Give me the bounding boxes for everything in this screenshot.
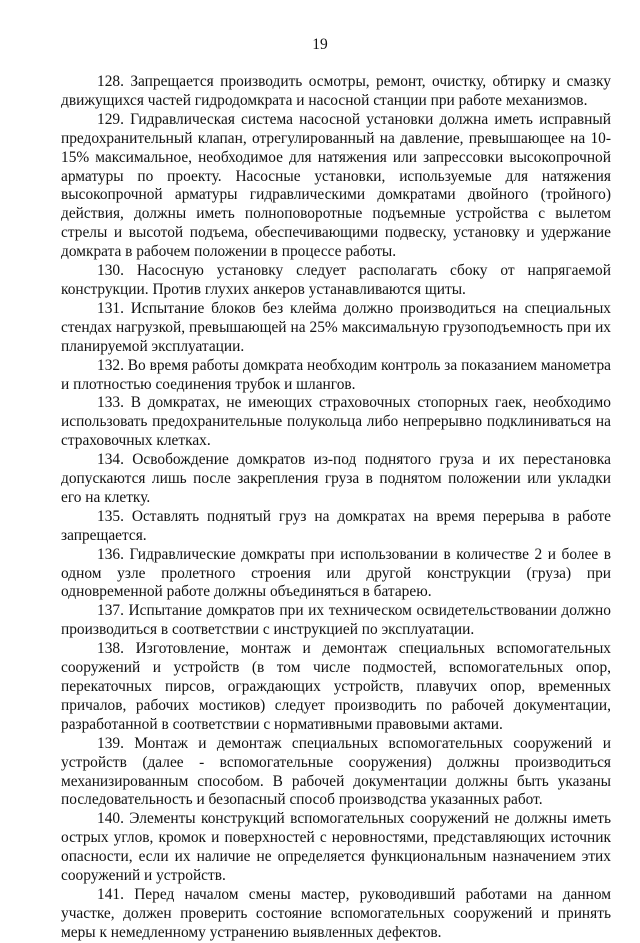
paragraph-132: 132. Во время работы домкрата необходим контроль за показанием манометра и плотностью соединения трубок и шлангов. (61, 356, 611, 393)
paragraph-129: 129. Гидравлическая система насосной установки должна иметь исправный предохранительный клапан, отрегулированный на давление, превышающее на 10-15% максимальное, необходимое для натяжения или запрессовки высокопрочной арматуры по проекту. Насосные установки, используемые для натяжения высокопрочной арматуры гидравлическими домкратами двойного (тройного) действия, должны иметь полноповоротные подъемные устройства с вылетом стрелы и высотой подъема, обеспечивающими подвеску, установку и удержание домкрата в рабочем положении в процессе работы. (61, 110, 611, 261)
paragraph-133: 133. В домкратах, не имеющих страховочных стопорных гаек, необходимо использовать предохранительные полукольца либо непрерывно подклиниваться на страховочных клетках. (61, 394, 611, 450)
page-number: 19 (312, 36, 328, 53)
paragraph-135: 135. Оставлять поднятый груз на домкратах на время перерыва в работе запрещается. (61, 507, 611, 544)
paragraph-131: 131. Испытание блоков без клейма должно производиться на специальных стендах нагрузкой, превышающей на 25% максимальную грузоподъемность при их планируемой эксплуатации. (61, 299, 611, 355)
paragraph-137: 137. Испытание домкратов при их техническом освидетельствовании должно производиться в соответствии с инструкцией по эксплуатации. (61, 602, 611, 639)
paragraph-134: 134. Освобождение домкратов из-под поднятого груза и их перестановка допускаются лишь после закрепления груза в поднятом положении или укладки его на клетку. (61, 451, 611, 506)
paragraph-140: 140. Элементы конструкций вспомогательных сооружений не должны иметь острых углов, кромок и поверхностей с неровностями, представляющих источник опасности, если их наличие не определяется функциональным назначением этих сооружений и устройств. (61, 810, 611, 885)
paragraph-141: 141. Перед началом смены мастер, руководивший работами на данном участке, должен проверить состояние вспомогательных сооружений и принять меры к немедленному устранению выявленных дефектов. (61, 885, 611, 941)
document-body (61, 73, 611, 943)
paragraph-136: 136. Гидравлические домкраты при использовании в количестве 2 и более в одном узле пролетного строения или другой конструкции (груза) при одновременной работе должны объединяться в батарею. (61, 545, 611, 601)
paragraph-138: 138. Изготовление, монтаж и демонтаж специальных вспомогательных сооружений и устройств (в том числе подмостей, вспомогательных опор, перекаточных пирсов, ограждающих устройств, плавучих опор, временных причалов, рабочих мостиков) следует производить по рабочей документации, разработанной в соответствии с нормативными правовыми актами. (61, 640, 611, 733)
paragraph-130: 130. Насосную установку следует располагать сбоку от напрягаемой конструкции. Против глухих анкеров устанавливаются щиты. (61, 262, 611, 298)
paragraph-139: 139. Монтаж и демонтаж специальных вспомогательных сооружений и устройств (далее - вспомогательные сооружения) должны производиться механизированным способом. В рабочей документации должны быть указаны последовательность и безопасный способ производства указанных работ. (61, 734, 611, 809)
paragraph-128: 128. Запрещается производить осмотры, ремонт, очистку, обтирку и смазку движущихся частей гидродомкрата и насосной станции при работе механизмов. (61, 73, 611, 109)
